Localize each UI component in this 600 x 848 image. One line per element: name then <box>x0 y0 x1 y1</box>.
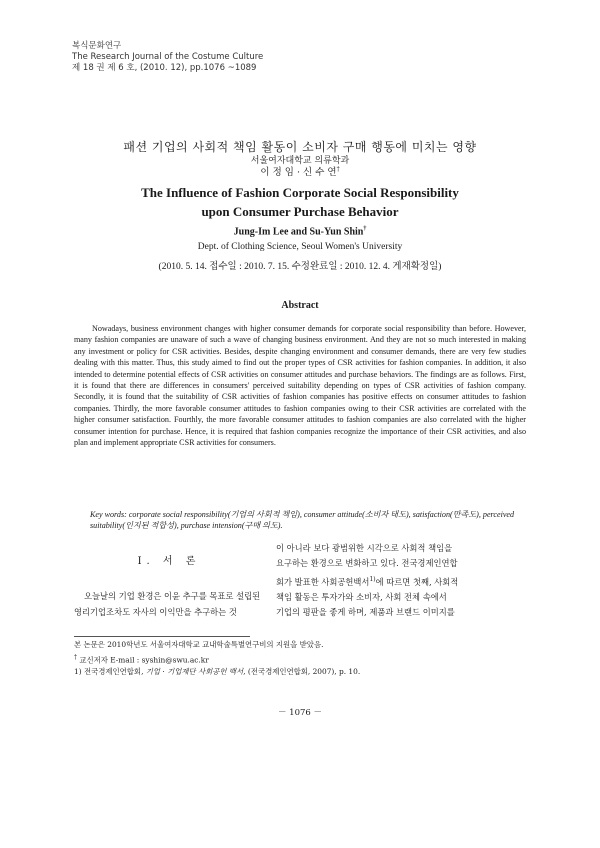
journal-issue: 제 18 권 제 6 호, (2010. 12), pp.1076 ~1089 <box>72 63 257 73</box>
left-column <box>74 538 264 620</box>
submission-dates: (2010. 5. 14. 접수일 : 2010. 7. 15. 수정완료일 : 2010. 12. 4. 게재확정일) <box>158 262 442 272</box>
english-title-line-1: The Influence of Fashion Corporate Social Responsibility <box>141 185 459 200</box>
korean-author-names: 이 정 임 · 신 수 연 <box>260 167 337 178</box>
keywords: Key words: corporate social responsibility(기업의 사회적 책임), consumer attitude(소비자 태도), satisfaction(만족도), perceived suitability(인지된 적합성), purchase intension(구매 의도). <box>90 510 515 531</box>
corresponding-email: 교신저자 E-mail : syshin@swu.ac.kr <box>79 655 209 665</box>
introduction-line-3-start: 회가 발표한 사회공헌백서 <box>276 576 370 587</box>
section-heading-introduction: Ⅰ. 서 론 <box>137 556 201 567</box>
introduction-text-left: 오늘날의 기업 환경은 이윤 추구를 목표로 설립된 영리기업조차도 자사의 이익만을 추구하는 것 <box>74 591 261 617</box>
english-author-names: Jung-Im Lee and Su-Yun Shin <box>233 226 364 238</box>
korean-authors <box>0 164 600 178</box>
page-number: － 1076 － <box>277 708 323 718</box>
footnote-funding: 본 논문은 2010학년도 서울여자대학교 교내학술특별연구비의 지원을 받았음. <box>74 640 324 649</box>
footnote-number: 1) <box>74 667 82 676</box>
introduction-line-5: 기업의 평판을 좋게 하며, 제품과 브랜드 이미지를 <box>276 606 455 617</box>
english-authors <box>0 226 600 237</box>
korean-affiliation: 서울여자대학교 의류학과 <box>250 156 350 166</box>
footnote-ref-author: 전국경제인연합회, <box>83 667 146 676</box>
journal-name-korean: 복식문화연구 <box>72 41 122 51</box>
footnote-ref-title: 기업 · 기업재단 사회공헌 백서, <box>145 667 246 676</box>
korean-title: 패션 기업의 사회적 책임 활동이 소비자 구매 행동에 미치는 영향 <box>123 140 477 154</box>
abstract-body: Nowadays, business environment changes with higher consumer demands for corporate social responsibility than before. However, many fashion companies are unaware of such a wave of changing business environment. And they are not so much interested in making any investment or policy for CSR activities. Besides, despite changing environment and consumer demands, there are very few studies dealing with this matter. Thus, this study aimed to find out the proper types of CSR activities for fashion companies. In addition, it also intended to determine potential effects of CSR activities on consumer attitudes and purchase behaviors. The findings are as follows. First, it is found that there are differences in consumers' perceived suitability depending on types of CSR activities of fashion company. Secondly, it is found that the suitability of CSR activities of fashion companies has positive effects on consumer attitudes to fashion companies. Thirdly, the more favorable consumer attitudes to fashion companies owing to their CSR activities are correlated with the higher consumer satisfaction. Fourthly, the more favorable consumer attitudes to fashion companies are also correlated with the higher consumer intention for purchase. Hence, it is required that fashion companies recognize the importance of their CSR activities, and also plan and implement appropriate CSR activities for consumers. <box>74 324 526 448</box>
footnote-ref-publisher: (전국경제인연합회, 2007), p. 10. <box>245 667 361 676</box>
corresponding-author-mark: † <box>336 165 340 173</box>
english-title-line-2: upon Consumer Purchase Behavior <box>201 204 399 219</box>
introduction-line-2: 요구하는 환경으로 변화하고 있다. 전국경제인연합 <box>276 558 458 569</box>
footnote-mark: † <box>74 654 77 661</box>
english-title <box>0 183 600 221</box>
english-corresponding-mark: † <box>363 226 367 232</box>
journal-header <box>72 41 263 74</box>
abstract-heading: Abstract <box>281 300 319 311</box>
introduction-line-3 <box>276 572 528 590</box>
introduction-line-3-end: 에 따르면 첫째, 사회적 <box>375 576 459 587</box>
english-affiliation: Dept. of Clothing Science, Seoul Women's University <box>197 242 403 252</box>
introduction-line-1: 이 아니라 보다 광범위한 시각으로 사회적 책임을 <box>276 543 453 553</box>
footnote-divider <box>74 636 250 637</box>
introduction-line-4: 책임 활동은 투자가와 소비자, 사회 전체 속에서 <box>276 591 447 602</box>
right-column <box>276 541 528 620</box>
footnote-reference-1: 1) <box>369 575 376 583</box>
footnote-corresponding <box>74 653 209 665</box>
footnote-reference <box>74 667 360 677</box>
journal-name-english: The Research Journal of the Costume Culture <box>72 52 264 62</box>
